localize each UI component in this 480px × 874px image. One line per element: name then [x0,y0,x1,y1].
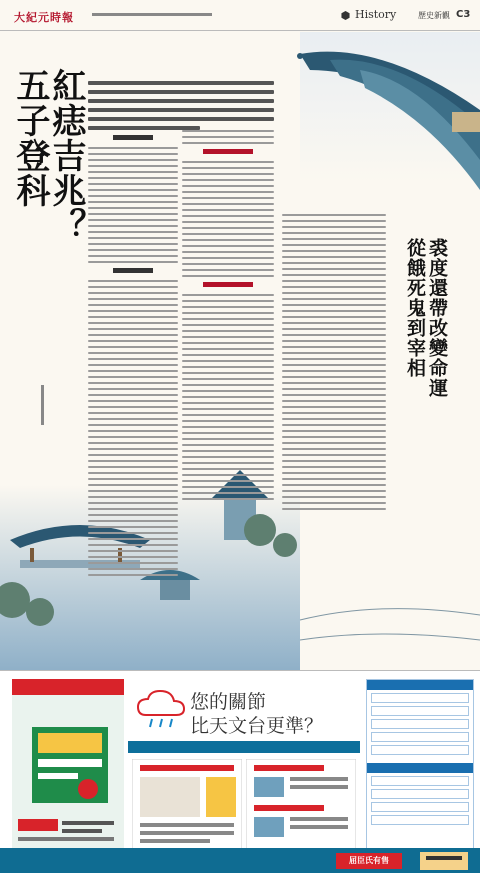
masthead: 大紀元時報 [14,11,74,24]
ad-mid-right-box [246,759,356,849]
ad-left-banner [12,679,124,695]
left-headline-part2: 五子登科 [10,68,50,208]
ad-right-title-bar-2 [367,763,473,773]
cloud-rain-icon [136,687,186,731]
left-body-column-1 [88,130,178,580]
left-byline [40,385,47,425]
ad-mid-left-box [132,759,242,849]
right-headline-part1: 裘度還帶改變命運 [426,238,448,398]
ad-left-panel[interactable] [12,679,124,855]
mist-lines-art [300,609,480,640]
page-number: C3 [456,9,471,20]
intro-paragraph [88,76,274,135]
ad-middle-panel[interactable] [128,679,360,855]
subhead [88,134,178,142]
ad-right-row [371,802,469,812]
left-body-column-2 [182,130,274,504]
ad-right-row [371,815,469,825]
subhead-red [182,281,274,289]
section-title-en: History [355,8,397,21]
product-box-icon [32,717,108,813]
ad-right-row [371,706,469,716]
right-body-column-1 [282,214,386,514]
ad-right-row [371,693,469,703]
ad-info-bar [128,741,360,753]
section-title-zh: 歷史新觀 [418,11,450,20]
ad-right-panel[interactable] [366,679,474,855]
left-headline-part1: 紅痣吉兆？ [46,68,86,243]
subhead [88,267,178,275]
right-headline-part2: 從餓死鬼到宰相 [404,238,426,378]
advertisement-zone [0,670,480,874]
ad-right-row [371,745,469,755]
ad-right-row [371,732,469,742]
ad-left-price-lines [18,819,118,849]
ad-right-row [371,789,469,799]
retailer-brand-badge[interactable]: 屈臣氏有售 [336,853,402,869]
subhead-red [182,148,274,156]
ad-headline-2: 比天文台更準？ [190,715,324,737]
company-logo [420,852,468,870]
ad-right-row [371,719,469,729]
ad-headline-1: 您的關節 [190,691,267,713]
ad-right-title-bar [367,680,473,690]
ad-bottom-strip [0,848,480,873]
ad-right-row [371,776,469,786]
